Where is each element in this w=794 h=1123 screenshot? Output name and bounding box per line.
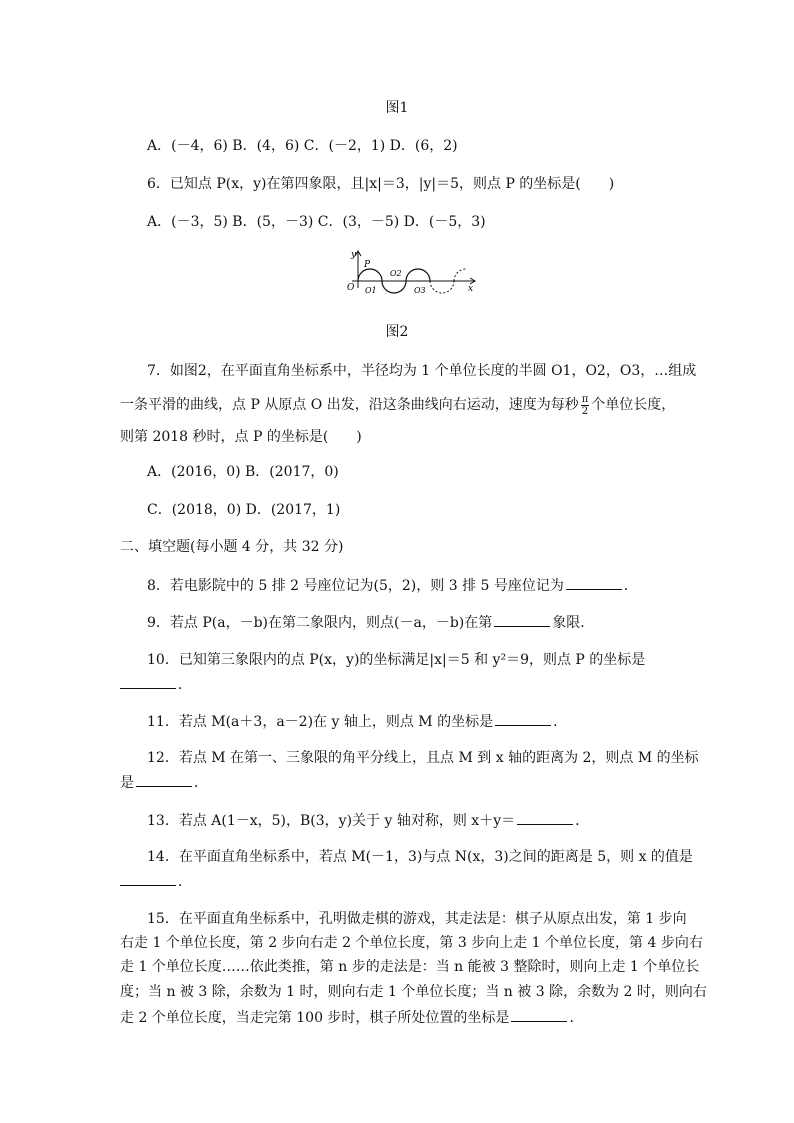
- label-o3: O3: [414, 286, 426, 295]
- semicircle-o1: [358, 269, 382, 281]
- q15-text-5: 走 2 个单位长度，当走完第 100 步时，棋子所处位置的坐标是: [120, 1010, 510, 1026]
- label-o1: O1: [365, 286, 377, 295]
- figure-1-caption: 图1: [385, 100, 409, 116]
- label-p: P: [364, 260, 371, 270]
- q14-blank[interactable]: [120, 871, 176, 886]
- q15-line-3: 走 1 个单位长度……依此类推，第 n 步的走法是：当 n 能被 3 整除时，则向上走 1 个单位长: [120, 959, 700, 975]
- q7-fraction: [581, 394, 590, 417]
- label-y: y: [351, 250, 357, 260]
- q12-line-1: 12．若点 M 在第一、三象限的角平分线上，且点 M 到 x 轴的距离为 2，则点 M 的坐标: [147, 750, 699, 766]
- semicircle-continued-2: [454, 269, 466, 281]
- q7-options-1: A．(2016，0) B．(2017，0): [147, 464, 339, 480]
- q10-line-1: 10．已知第三象限内的点 P(x，y)的坐标满足|x|＝5 和 y²＝9，则点 P 的坐标是: [147, 652, 646, 668]
- q7-options-2: C．(2018，0) D．(2017，1): [147, 502, 341, 518]
- q12-blank[interactable]: [136, 772, 192, 787]
- label-x: x: [468, 284, 474, 294]
- figure-2-diagram: [340, 248, 480, 298]
- q9-end: 象限．: [552, 615, 595, 631]
- label-o2: O2: [390, 269, 402, 278]
- q7-line-3: 则第 2018 秒时，点 P 的坐标是( ): [120, 429, 362, 445]
- q11-blank[interactable]: [495, 711, 551, 726]
- q15-line-1: 15．在平面直角坐标系中，孔明做走棋的游戏，其走法是：棋子从原点出发，第 1 步向: [147, 911, 687, 927]
- semicircle-o2: [382, 281, 406, 293]
- q9-text: 9．若点 P(a，－b)在第二象限内，则点(－a，－b)在第: [147, 615, 493, 631]
- q15-line-5: [120, 1007, 583, 1028]
- q15-line-2: 右走 1 个单位长度，第 2 步向右走 2 个单位长度，第 3 步向上走 1 个单位长度，第 4 步向右: [120, 935, 703, 951]
- semicircle-continued: [430, 281, 454, 293]
- q14-line-1: 14．在平面直角坐标系中，若点 M(－1，3)与点 N(x，3)之间的距离是 5，则 x 的值是: [147, 849, 693, 865]
- q15-end: ．: [569, 1010, 584, 1026]
- q9-blank[interactable]: [494, 612, 550, 627]
- q13-end: ．: [575, 813, 590, 829]
- q7-line-1: 7．如图2，在平面直角坐标系中，半径均为 1 个单位长度的半圆 O1，O2，O3，…组成: [147, 363, 697, 379]
- q5-options: A．(－4，6) B．(4，6) C．(－2，1) D．(6，2): [147, 138, 458, 154]
- q12-line-2: [120, 772, 208, 793]
- label-o: O: [347, 283, 355, 293]
- q15-line-4: 度；当 n 被 3 除，余数为 1 时，则向右走 1 个单位长度；当 n 被 3 除，余数为 2 时，则向右: [120, 984, 707, 1000]
- q14-line-2: [120, 871, 192, 892]
- q13: [147, 810, 589, 831]
- q11: [147, 711, 567, 732]
- q8-blank[interactable]: [566, 575, 622, 590]
- q8: [147, 575, 638, 596]
- q7-line-2: [120, 392, 675, 418]
- q12-text-2: 是: [120, 775, 134, 791]
- q6-stem: 6．已知点 P(x，y)在第四象限，且|x|＝3，|y|＝5，则点 P 的坐标是( ): [147, 176, 615, 192]
- q8-end: ．: [623, 578, 638, 594]
- figure-2: [340, 248, 480, 298]
- section-2-title: 二、填空题(每小题 4 分，共 32 分): [120, 539, 344, 555]
- q11-text: 11．若点 M(a＋3，a－2)在 y 轴上，则点 M 的坐标是: [147, 714, 494, 730]
- q12-end: ．: [194, 775, 208, 791]
- q7-line-2a: 一条平滑的曲线，点 P 从原点 O 出发，沿这条曲线向右运动，速度为每秒: [120, 397, 579, 413]
- q6-options: A．(－3，5) B．(5，－3) C．(3，－5) D．(－5，3): [147, 214, 486, 230]
- q8-text: 8．若电影院中的 5 排 2 号座位记为(5，2)，则 3 排 5 号座位记为: [147, 578, 564, 594]
- q15-blank[interactable]: [511, 1007, 567, 1022]
- q13-text: 13．若点 A(1－x，5)，B(3，y)关于 y 轴对称，则 x＋y＝: [147, 813, 516, 829]
- q10-end: ．: [178, 677, 192, 693]
- q7-frac-num: π: [581, 393, 589, 405]
- q10-blank[interactable]: [120, 674, 176, 689]
- figure-2-caption: 图2: [385, 324, 409, 340]
- q10-line-2: [120, 674, 192, 695]
- semicircle-o3: [406, 269, 430, 281]
- q13-blank[interactable]: [517, 810, 573, 825]
- q9: [147, 612, 594, 633]
- q7-frac-den: 2: [581, 405, 589, 417]
- q14-end: ．: [178, 874, 192, 890]
- q11-end: ．: [553, 714, 568, 730]
- q7-line-2b: 个单位长度，: [591, 397, 676, 413]
